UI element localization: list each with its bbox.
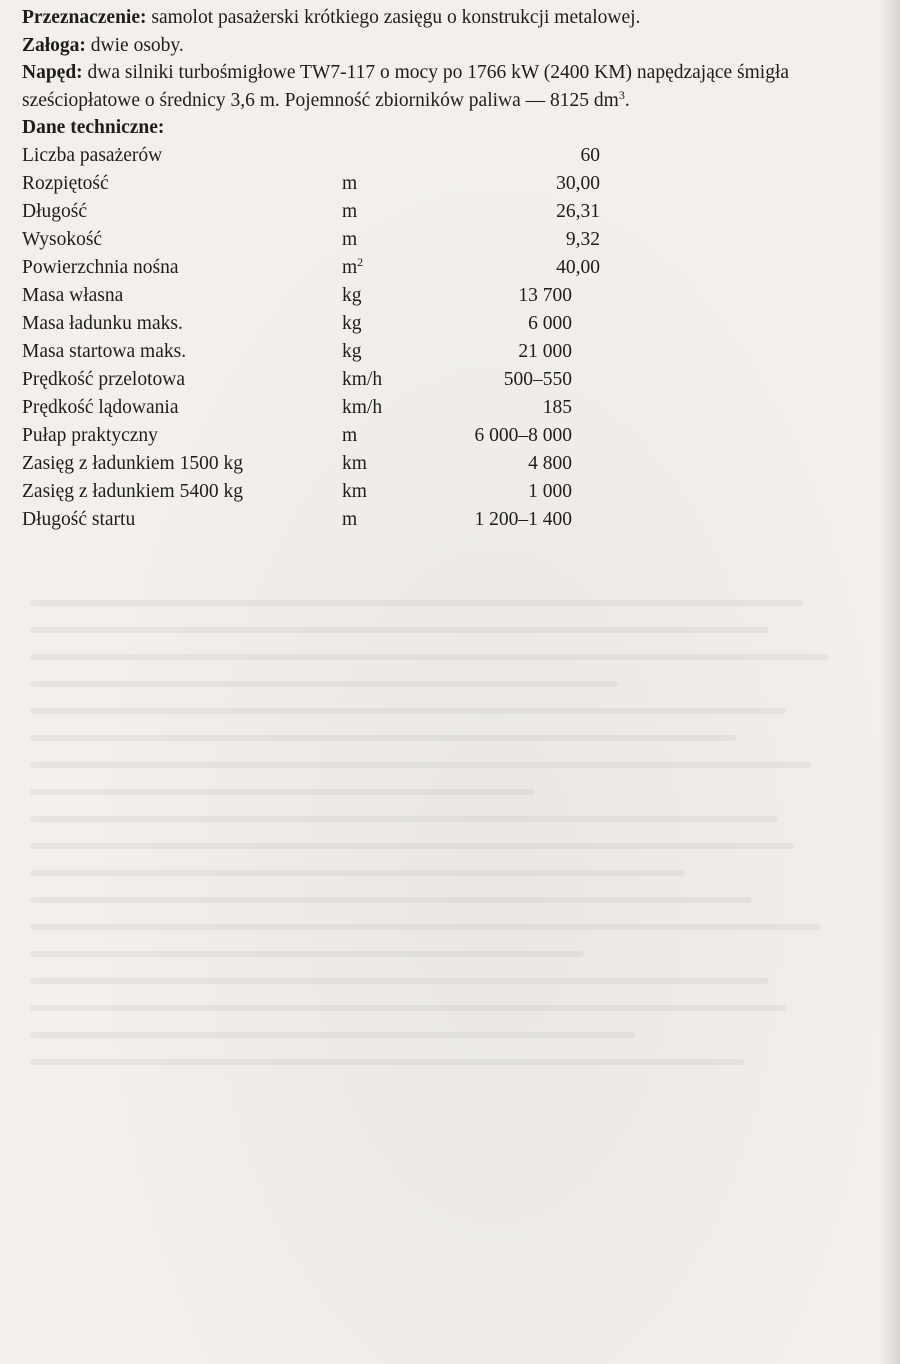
spec-unit-text: km — [342, 452, 367, 474]
spec-value: 60 — [580, 144, 600, 166]
spec-row — [22, 338, 600, 366]
spec-name: Masa ładunku maks. — [22, 312, 183, 334]
spec-unit — [342, 170, 412, 198]
spec-unit — [342, 142, 412, 170]
crew-paragraph — [22, 32, 892, 60]
purpose-label: Przeznaczenie: — [22, 7, 147, 28]
spec-unit — [342, 366, 412, 394]
spec-row — [22, 226, 600, 254]
spec-value: 1 200–1 400 — [474, 508, 572, 530]
specs-heading: Dane techniczne: — [22, 117, 165, 138]
spec-unit-text: kg — [342, 284, 362, 306]
spec-name: Liczba pasażerów — [22, 144, 163, 166]
spec-name: Masa własna — [22, 284, 124, 306]
spec-unit — [342, 254, 412, 282]
spec-unit-text: m — [342, 200, 358, 222]
spec-unit-text: kg — [342, 340, 362, 362]
spec-name: Prędkość lądowania — [22, 396, 179, 418]
spec-name: Rozpiętość — [22, 172, 109, 194]
spec-unit — [342, 198, 412, 226]
spec-row — [22, 282, 600, 310]
spec-row — [22, 422, 600, 450]
spec-unit — [342, 394, 412, 422]
spec-unit — [342, 310, 412, 338]
spec-unit-text: kg — [342, 312, 362, 334]
spec-unit-text: m — [342, 228, 358, 250]
spec-row — [22, 478, 600, 506]
crew-text: dwie osoby. — [85, 34, 184, 56]
spec-value: 30,00 — [556, 172, 600, 194]
spec-value: 185 — [542, 396, 572, 418]
spec-unit — [342, 282, 412, 310]
spec-unit-text: m — [342, 508, 358, 530]
propulsion-text-line2: sześciopłatowe o średnicy 3,6 m. Pojemność zbiorników paliwa — 8125 dm — [22, 89, 619, 111]
spec-value: 13 700 — [518, 284, 572, 306]
spec-unit-text: km — [342, 480, 367, 502]
spec-unit — [342, 338, 412, 366]
spec-name: Długość startu — [22, 508, 136, 530]
spec-unit — [342, 226, 412, 254]
spec-unit-text: m — [342, 172, 358, 194]
specs-table — [22, 142, 600, 534]
spec-value: 6 000 — [528, 312, 572, 334]
spec-name: Zasięg z ładunkiem 1500 kg — [22, 452, 243, 474]
spec-value: 4 800 — [528, 452, 572, 474]
spec-name: Powierzchnia nośna — [22, 256, 179, 278]
spec-name: Zasięg z ładunkiem 5400 kg — [22, 480, 243, 502]
spec-row — [22, 450, 600, 478]
document-text — [22, 4, 892, 534]
spec-value: 500–550 — [503, 368, 572, 390]
spec-name: Długość — [22, 200, 87, 222]
spec-value: 1 000 — [528, 480, 572, 502]
spec-value: 6 000–8 000 — [474, 424, 572, 446]
fuel-volume-exponent: 3 — [618, 87, 625, 102]
spec-row — [22, 170, 600, 198]
spec-unit-text: km/h — [342, 396, 383, 418]
spec-row — [22, 394, 600, 422]
spec-value: 9,32 — [565, 228, 600, 250]
propulsion-paragraph-continued — [22, 87, 892, 115]
spec-row — [22, 254, 600, 282]
spec-unit-text: m — [342, 424, 358, 446]
spec-unit — [342, 422, 412, 450]
crew-label: Załoga: — [22, 34, 86, 56]
purpose-text: samolot pasażerski krótkiego zasięgu o konstrukcji metalowej. — [146, 7, 641, 28]
spec-unit — [342, 506, 412, 534]
spec-name: Masa startowa maks. — [22, 340, 187, 362]
purpose-paragraph — [22, 4, 892, 32]
spec-unit-text: m — [342, 256, 358, 278]
spec-unit-text: km/h — [342, 368, 383, 390]
spec-unit — [342, 450, 412, 478]
spec-row — [22, 198, 600, 226]
spec-value: 26,31 — [556, 200, 600, 222]
propulsion-label: Napęd: — [22, 62, 83, 83]
spec-value: 40,00 — [556, 256, 600, 278]
propulsion-text: dwa silniki turbośmigłowe TW7-117 o mocy po 1766 kW (2400 KM) napędzające śmigła — [82, 62, 790, 83]
spec-unit-exponent: 2 — [357, 254, 364, 269]
propulsion-paragraph — [22, 59, 892, 87]
spec-row — [22, 506, 600, 534]
bleed-through-shadow — [30, 600, 870, 1300]
spec-unit — [342, 478, 412, 506]
propulsion-text-line2-end: . — [624, 89, 630, 111]
spec-row — [22, 366, 600, 394]
spec-name: Pułap praktyczny — [22, 424, 158, 446]
spec-value: 21 000 — [518, 340, 572, 362]
spec-row — [22, 142, 600, 170]
spec-name: Prędkość przelotowa — [22, 368, 185, 390]
spec-row — [22, 310, 600, 338]
spec-name: Wysokość — [22, 228, 103, 250]
